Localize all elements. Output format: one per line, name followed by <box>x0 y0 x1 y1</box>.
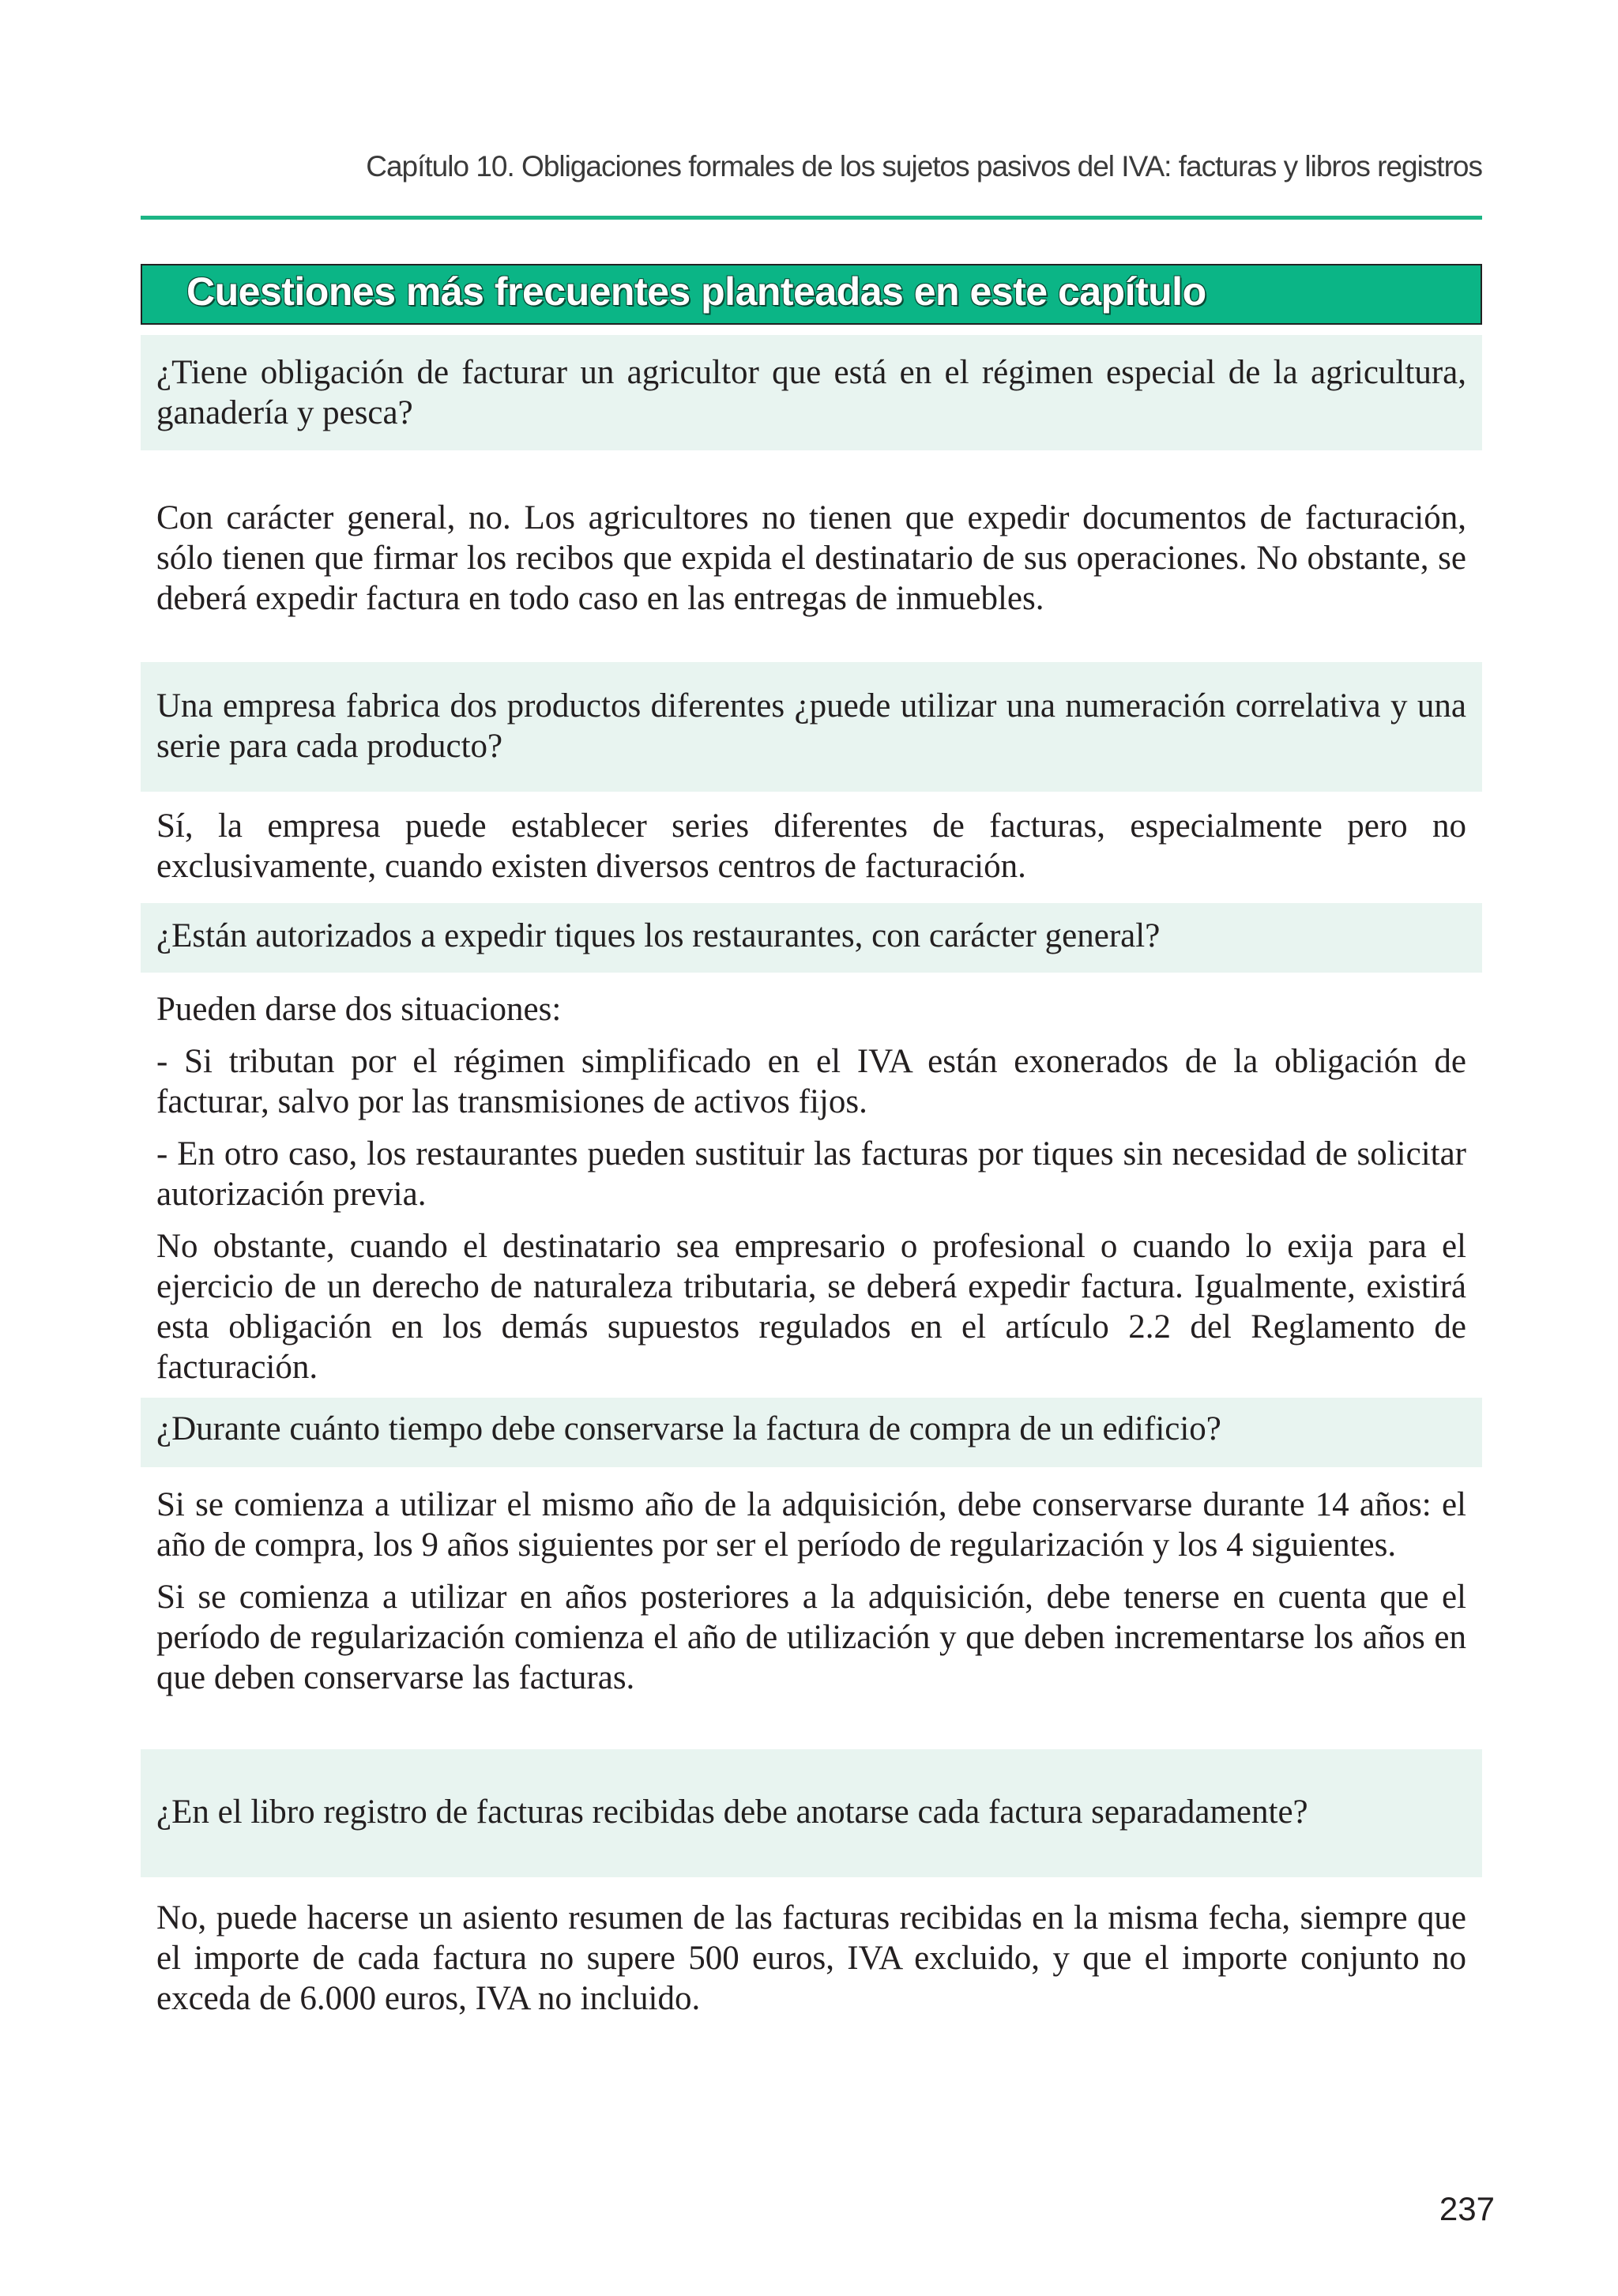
answer-dash-item: - Si tributan por el régimen simplificado en el IVA están exonerados de la obligación de facturar, salvo por las transmisiones de activos fijos. <box>156 1043 1466 1120</box>
question-box-2 <box>141 662 1482 792</box>
section-title-bar <box>141 264 1482 325</box>
answer-block-2 <box>156 806 1466 898</box>
question-text: ¿Tiene obligación de facturar un agricultor que está en el régimen especial de la agricultura, ganadería y pesca? <box>156 354 1466 431</box>
page-number: 237 <box>1439 2190 1495 2227</box>
answer-paragraph: Sí, la empresa puede establecer series diferentes de facturas, especialmente pero no exclusivamente, cuando existen diversos centros de facturación. <box>156 807 1466 885</box>
answer-paragraph: Pueden darse dos situaciones: <box>156 991 562 1028</box>
answer-paragraph: Si se comienza a utilizar en años posteriores a la adquisición, debe tenerse en cuenta que el período de regularización comienza el año de utilización y que deben incrementarse los años en que deben conservarse las facturas. <box>156 1579 1466 1696</box>
section-title: Cuestiones más frecuentes planteadas en este capítulo <box>186 269 1206 314</box>
answer-block-3 <box>156 989 1466 1399</box>
question-text: ¿Están autorizados a expedir tiques los restaurantes, con carácter general? <box>156 917 1161 954</box>
question-box-1 <box>141 335 1482 450</box>
answer-block-5 <box>156 1898 1466 2031</box>
question-text: ¿En el libro registro de facturas recibidas debe anotarse cada factura separadamente? <box>156 1794 1308 1831</box>
question-box-5 <box>141 1749 1482 1877</box>
answer-paragraph: Si se comienza a utilizar el mismo año de la adquisición, debe conservarse durante 14 años: el año de compra, los 9 años siguientes por ser el período de regularización y los 4 siguientes. <box>156 1486 1466 1564</box>
answer-paragraph: Con carácter general, no. Los agricultores no tienen que expedir documentos de facturación, sólo tienen que firmar los recibos que expida el destinatario de sus operaciones. No obstante, se deberá expedir factura en todo caso en las entregas de inmuebles. <box>156 499 1466 617</box>
question-text: Una empresa fabrica dos productos diferentes ¿puede utilizar una numeración correlativa y una serie para cada producto? <box>156 687 1466 765</box>
answer-block-1 <box>156 498 1466 630</box>
answer-paragraph: No obstante, cuando el destinatario sea empresario o profesional o cuando lo exija para el ejercicio de un derecho de naturaleza tributaria, se deberá expedir factura. Igualmente, existirá esta obligación en los demás supuestos regulados en el artículo 2.2 del Reglamento de facturación. <box>156 1228 1466 1386</box>
question-text: ¿Durante cuánto tiempo debe conservarse la factura de compra de un edificio? <box>156 1410 1221 1447</box>
running-header: Capítulo 10. Obligaciones formales de los sujetos pasivos del IVA: facturas y libros registros <box>366 150 1482 183</box>
answer-block-4 <box>156 1485 1466 1710</box>
answer-dash-item: - En otro caso, los restaurantes pueden sustituir las facturas por tiques sin necesidad de solicitar autorización previa. <box>156 1135 1466 1213</box>
question-box-4 <box>141 1398 1482 1467</box>
answer-paragraph: No, puede hacerse un asiento resumen de las facturas recibidas en la misma fecha, siempre que el importe de cada factura no supere 500 euros, IVA excluido, y que el importe conjunto no exceda de 6.000 euros, IVA no incluido. <box>156 1899 1466 2017</box>
question-box-3 <box>141 903 1482 973</box>
header-rule <box>141 216 1482 220</box>
